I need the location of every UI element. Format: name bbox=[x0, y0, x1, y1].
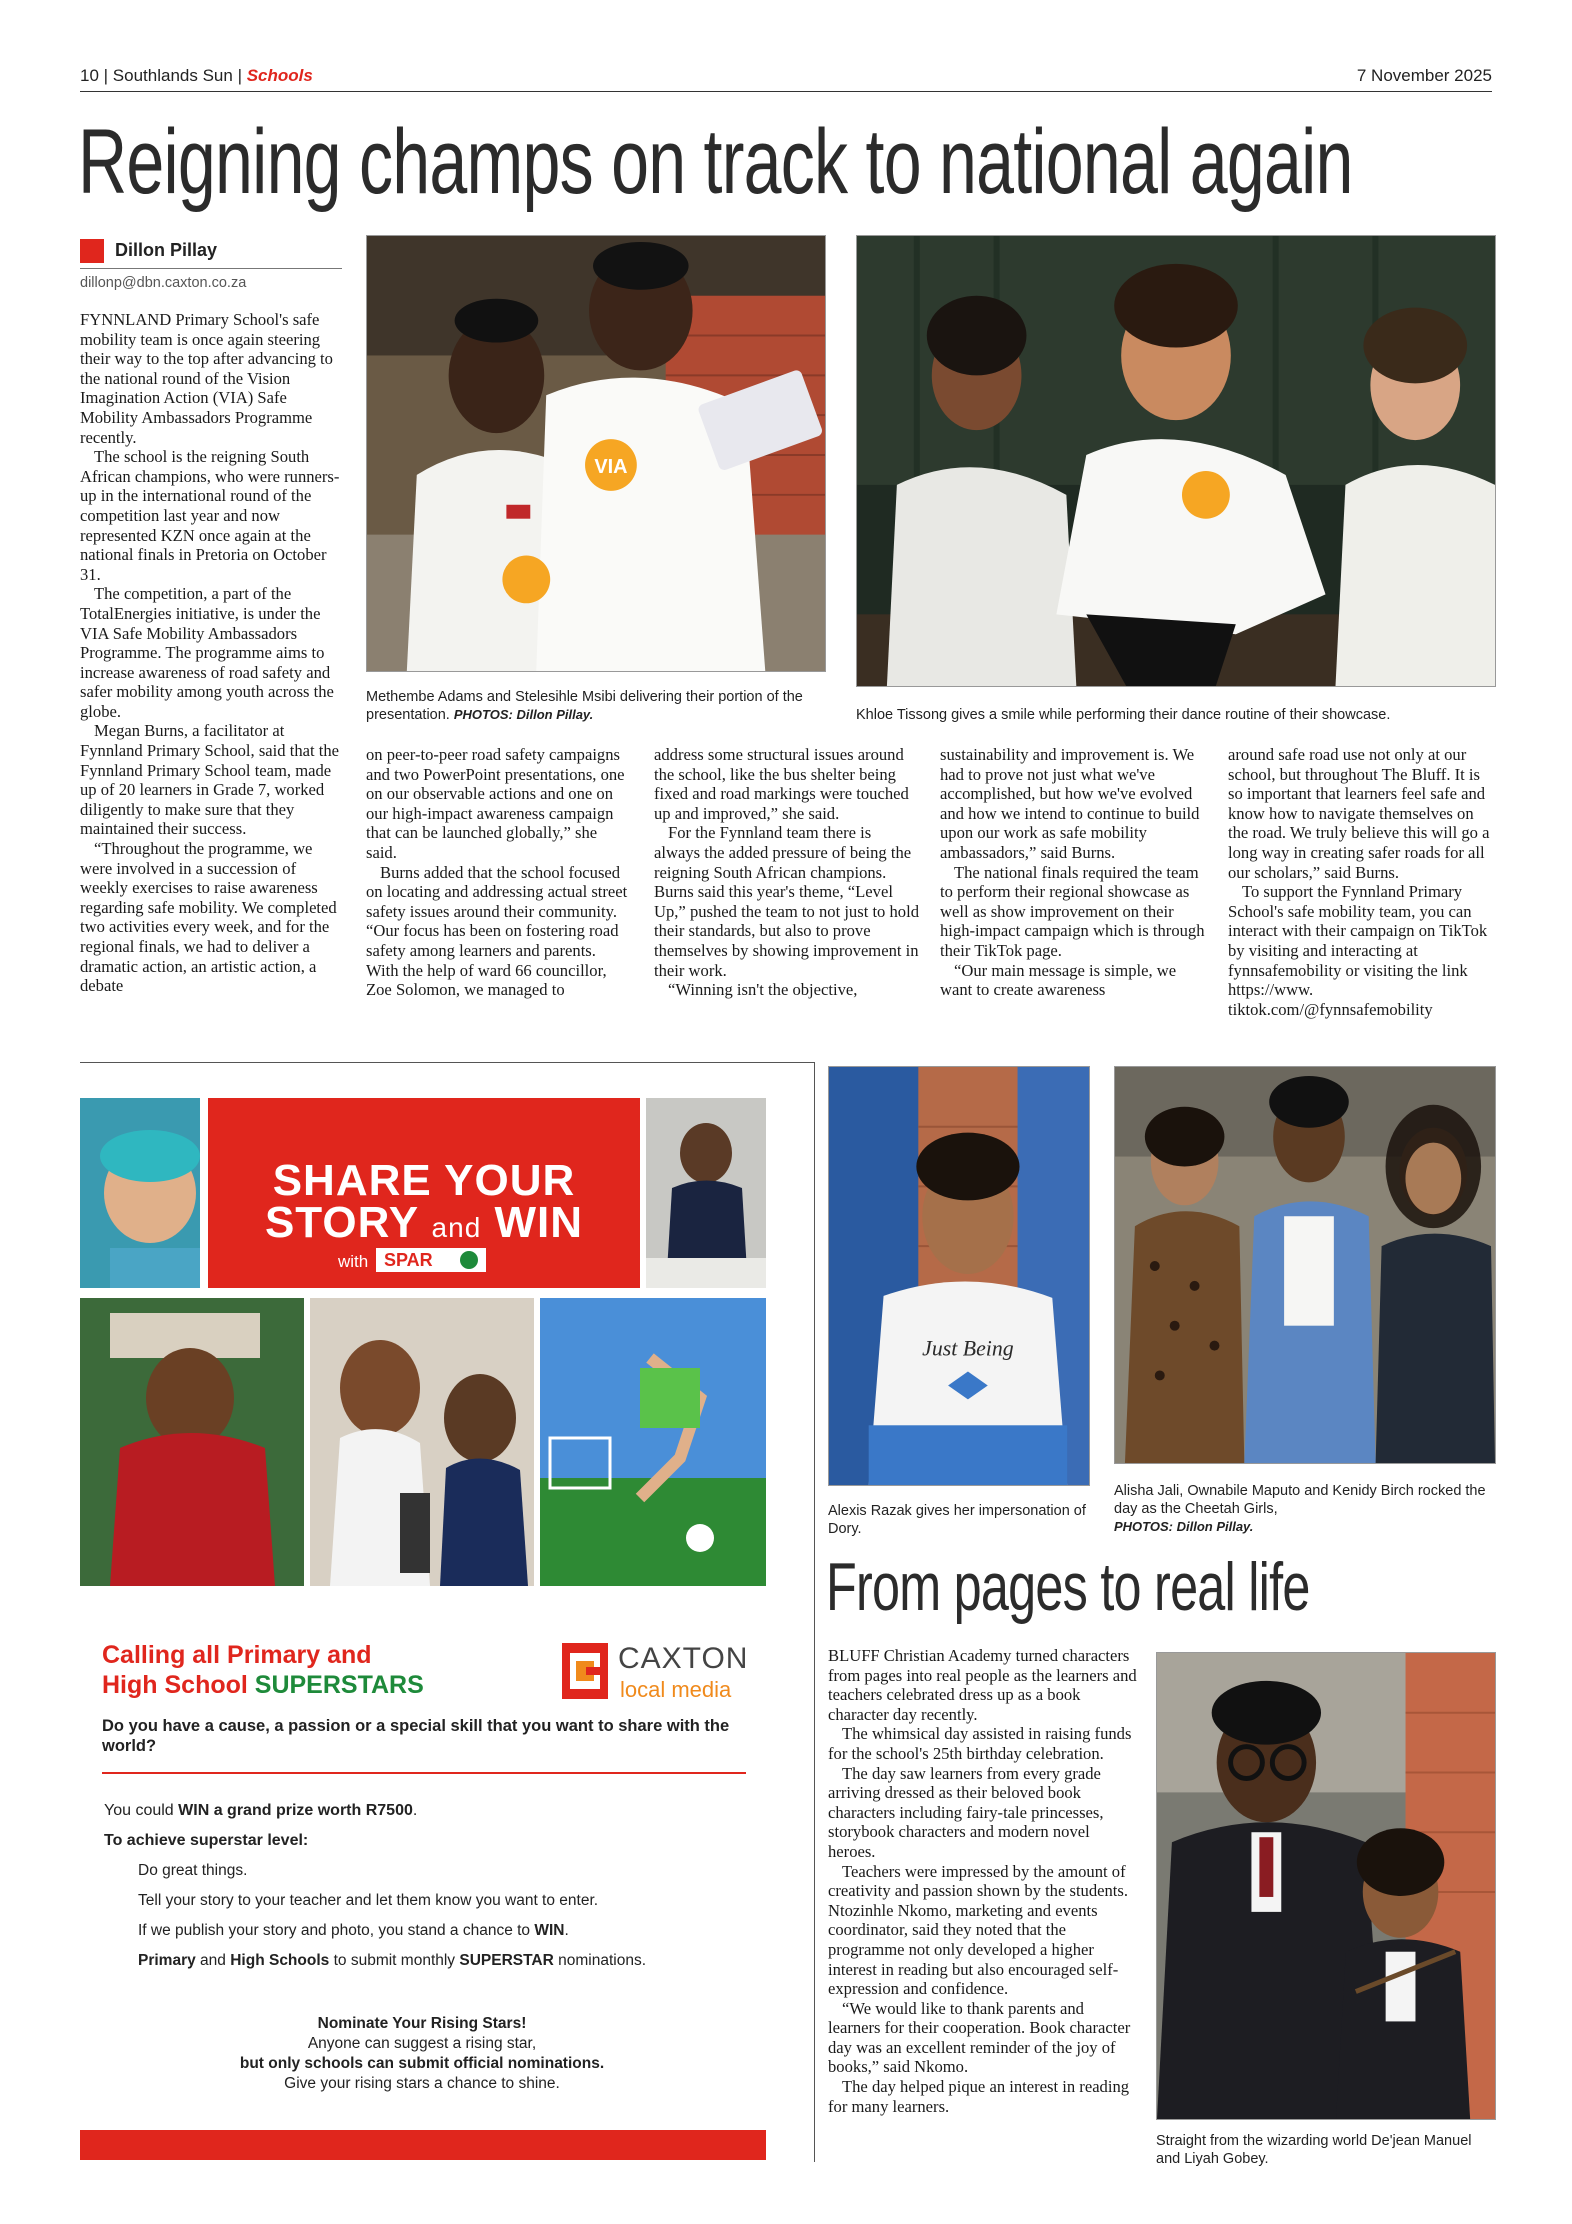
paragraph: The whimsical day assisted in raising funds for the school's 25th birthday celebration. bbox=[828, 1724, 1132, 1763]
paragraph: The national finals required the team to perform their regional showcase as well as show improvement on their high-impact campaign which is through their TikTok page. bbox=[940, 862, 1205, 960]
photo-cheetah-girls bbox=[1114, 1066, 1496, 1464]
header-rule bbox=[80, 91, 1492, 92]
step-win: WIN bbox=[534, 1922, 565, 1939]
shirt-logo-text: VIA bbox=[594, 455, 628, 478]
paragraph: The day helped pique an interest in reading for many learners. bbox=[828, 2077, 1130, 2116]
calling-text-1: Calling all bbox=[102, 1641, 221, 1669]
ad-achieve-heading: To achieve superstar level: bbox=[104, 1832, 309, 1849]
photo-dance bbox=[856, 235, 1496, 687]
ad-banner-line-2 bbox=[208, 1198, 640, 1249]
nominate-title: Nominate Your Rising Stars! bbox=[317, 2015, 527, 2032]
paragraph: on peer-to-peer road safety campaigns and two PowerPoint presentations, one on our observable actions and one on our high-impact awareness campaign that can be launched globally,” she said. bbox=[366, 745, 625, 862]
caxton-logo-icon bbox=[562, 1643, 608, 1699]
paragraph: Megan Burns, a facilitator at Fynnland Primary School, said that the Fynnland Primary School team, made up of 20 learners in Grade 7, worked diligently to make sure that they maintained their success. bbox=[80, 721, 340, 839]
step-high-schools: High Schools bbox=[230, 1952, 330, 1969]
paragraph: “Winning isn't the objective, bbox=[668, 980, 858, 1000]
paragraph: Burns added that the school focused on locating and addressing actual street safety issues around their community. “Our focus has been on fostering road safety among learners and parents. With the help of ward 66 councillor, Zoe Solomon, we managed to bbox=[366, 862, 628, 1000]
step-and: and bbox=[200, 1952, 226, 1969]
ad-red-rule bbox=[102, 1772, 746, 1774]
ad-banner-line-1: SHARE YOUR bbox=[272, 1156, 576, 1205]
photo-caption-dory: Alexis Razak gives her impersonation of Dory. bbox=[828, 1503, 1086, 1537]
ad-photo-collage bbox=[80, 1098, 766, 1618]
column-divider bbox=[814, 1062, 815, 2162]
caxton-wordmark: CAXTON bbox=[618, 1642, 749, 1675]
caption-text: Methembe Adams and Stelesihle Msibi delivering their portion of the presentation. bbox=[366, 689, 803, 723]
ad-step bbox=[138, 1922, 758, 1939]
article-headline: Reigning champs on track to national again bbox=[78, 111, 1353, 213]
calling-superstars: SUPERSTARS bbox=[254, 1671, 424, 1699]
step-submit: to submit monthly bbox=[333, 1952, 456, 1969]
ad-steps-list bbox=[138, 1862, 758, 1982]
paragraph: To support the Fynnland Primary School's safe mobility team, you can interact with their campaign on TikTok by visiting and interacting at fynnsafemobility or visiting the link https://www. tiktok.com/@fynnsafemobility bbox=[1228, 882, 1488, 1019]
article-column-2 bbox=[366, 745, 632, 1040]
paragraph: Teachers were impressed by the amount of creativity and passion shown by the students. Ntozinhle Nkomo, marketing and events coordinator, said they noted that the programme not only developed a higher interest in reading but also encouraged self-expression and confidence. bbox=[828, 1861, 1129, 1999]
paragraph: “We would like to thank parents and learners for their cooperation. Book character day was an excellent reminder of the joy of books,” said Nkomo. bbox=[828, 1998, 1131, 2077]
ad-question: Do you have a cause, a passion or a special skill that you want to share with the world? bbox=[102, 1717, 730, 1755]
paragraph: FYNNLAND Primary School's safe mobility team is once again steering their way to the top after advancing to the national round of the Vision Imagination Action (VIA) Safe Mobility Ambassadors Programme recently. bbox=[80, 310, 333, 447]
step-superstar: SUPERSTAR bbox=[459, 1952, 554, 1969]
paragraph: sustainability and improvement is. We had to prove not just what we've accomplished, but how we've evolved and how we intend to continue to build upon our work as safe mobility ambassadors,” said Burns. bbox=[940, 745, 1200, 862]
step-period: . bbox=[564, 1922, 569, 1939]
calling-high-school: High School bbox=[102, 1671, 248, 1699]
ad-banner-text bbox=[208, 1156, 640, 1249]
ad-calling-heading bbox=[102, 1640, 424, 1700]
section-name: Schools bbox=[246, 66, 313, 85]
issue-date: 7 November 2025 bbox=[1356, 66, 1492, 85]
paragraph: For the Fynnland team there is always the added pressure of being the reigning South African champions. Burns said this year's theme, “Level Up,” pushed the team to not just to hold their standards, but also to prove themselves by showing improvement in their work. bbox=[654, 823, 920, 980]
ad-prize bbox=[104, 1802, 417, 1820]
shirt-print-text: Just Being bbox=[922, 1336, 1014, 1361]
photo-caption-cheetah-girls bbox=[1114, 1482, 1496, 1536]
article-column-5 bbox=[1228, 745, 1496, 1040]
prize-amount: WIN a grand prize worth R7500 bbox=[178, 1802, 413, 1819]
photo-wizards bbox=[1156, 1652, 1496, 2120]
paper-name: Southlands Sun bbox=[112, 66, 233, 85]
caxton-local-media: local media bbox=[620, 1677, 732, 1702]
spar-logo bbox=[376, 1248, 486, 1272]
photo-credit: PHOTOS: Dillon Pillay. bbox=[453, 707, 594, 722]
paragraph: “Our main message is simple, we want to create awareness bbox=[940, 960, 1177, 1000]
paragraph: address some structural issues around the school, like the bus shelter being fixed and road markings were touched up and improved,” she said. bbox=[654, 745, 909, 823]
photo-caption-wizards: Straight from the wizarding world De'jean Manuel and Liyah Gobey. bbox=[1156, 2133, 1472, 2167]
paragraph: The competition, a part of the TotalEnergies initiative, is under the VIA Safe Mobility Ambassadors Programme. The programme aims to increase awareness of road safety and safer mobility among youth across the globe. bbox=[80, 584, 334, 721]
ad-footer-bar bbox=[80, 2130, 766, 2160]
byline-marker bbox=[80, 239, 104, 263]
photo-credit: PHOTOS: Dillon Pillay. bbox=[1114, 1519, 1254, 1534]
calling-primary: Primary bbox=[227, 1641, 321, 1669]
step-text: If we publish your story and photo, you stand a chance to bbox=[138, 1922, 531, 1939]
byline-email: dillonp@dbn.caxton.co.za bbox=[80, 275, 247, 291]
byline-author: Dillon Pillay bbox=[115, 240, 218, 260]
ad-nominate-block bbox=[102, 2014, 742, 2094]
folio-left: 10 | Southlands Sun | Schools bbox=[80, 66, 313, 85]
ad-step: Tell your story to your teacher and let them know you want to enter. bbox=[138, 1892, 599, 1909]
prize-text: You could bbox=[104, 1802, 174, 1819]
byline-rule bbox=[80, 268, 342, 269]
calling-and: and bbox=[327, 1641, 372, 1669]
ad-top-rule bbox=[80, 1062, 814, 1063]
ad-step bbox=[138, 1952, 758, 1969]
photo-caption-presentation bbox=[366, 688, 830, 724]
article-column-4 bbox=[940, 745, 1206, 1040]
photo-dory bbox=[828, 1066, 1090, 1486]
paragraph: The day saw learners from every grade arriving dressed as their beloved book characters including fairy-tale princesses, storybook characters and modern novel heroes. bbox=[828, 1763, 1104, 1861]
ad-banner-story: STORY bbox=[264, 1198, 419, 1247]
paragraph: BLUFF Christian Academy turned characters from pages into real people as the learners and teachers celebrated dress up as a book character day recently. bbox=[828, 1646, 1137, 1724]
ad-step: Do great things. bbox=[138, 1862, 248, 1879]
ad-with-label: with bbox=[338, 1252, 369, 1271]
article-column-1 bbox=[80, 310, 344, 1030]
step-primary: Primary bbox=[138, 1952, 196, 1969]
nominate-line: but only schools can submit official nominations. bbox=[239, 2055, 605, 2072]
photo-caption-dance: Khloe Tissong gives a smile while performing their dance routine of their showcase. bbox=[856, 707, 1391, 723]
article2-headline: From pages to real life bbox=[826, 1549, 1310, 1625]
article2-body bbox=[828, 1646, 1138, 2166]
paragraph: “Throughout the programme, we were involved in a succession of weekly exercises to raise awareness regarding safe mobility. We completed two activities every week, and for the regional finals, we had to deliver a dramatic action, an artistic action, a debate bbox=[80, 839, 337, 996]
ad-banner-win: WIN bbox=[494, 1198, 584, 1247]
photo-presentation bbox=[366, 235, 826, 672]
spar-tree-icon bbox=[460, 1251, 478, 1269]
paragraph: around safe road use not only at our school, but throughout The Bluff. It is so important that learners feel safe and know how to navigate themselves on the road. We truly believe this will go a long way in creating safer roads for all our scholars,” said Burns. bbox=[1228, 745, 1490, 882]
step-nominations: nominations. bbox=[558, 1952, 647, 1969]
spar-logo-text: SPAR bbox=[384, 1250, 433, 1270]
ad-banner-and: and bbox=[431, 1212, 482, 1243]
article-column-3 bbox=[654, 745, 920, 1040]
paragraph: The school is the reigning South African champions, who were runners-up in the international round of the competition last year and now represented KZN once again at the national finals in Pretoria on October 31. bbox=[80, 447, 340, 584]
nominate-line: Anyone can suggest a rising star, bbox=[307, 2035, 537, 2052]
nominate-line: Give your rising stars a chance to shine. bbox=[284, 2075, 560, 2092]
prize-period: . bbox=[412, 1802, 418, 1819]
page-number: 10 bbox=[80, 66, 99, 85]
caption-text: Alisha Jali, Ownabile Maputo and Kenidy Birch rocked the day as the Cheetah Girls, bbox=[1114, 1483, 1486, 1517]
